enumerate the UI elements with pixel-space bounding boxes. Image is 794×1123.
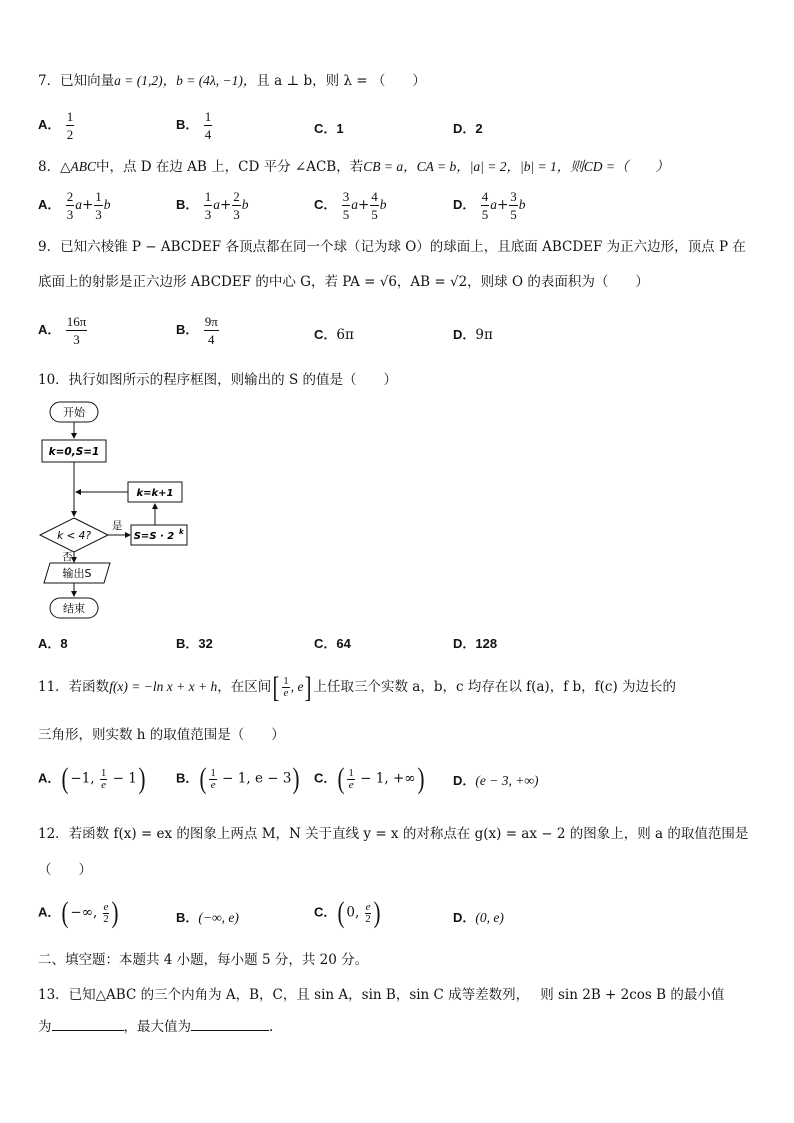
q13-blank-max[interactable] bbox=[191, 1030, 269, 1031]
q9-option-b: B． $\frac{9\pi}{4}$ bbox=[176, 314, 218, 347]
q11-option-b: B．( $\frac{1}{e}$ − 1, e − 3) bbox=[176, 762, 300, 795]
q11-stem-line1: 11．若函数f(x) = −ln x + x + h，在区间[ $\frac{1}{e}$ , e] 上任取三个实数 a，b，c 均存在以 f(a)，f b，f(c) 为边长的 bbox=[38, 670, 676, 704]
flow-body-superscript: k bbox=[179, 528, 184, 536]
q10-option-c: C．64 bbox=[314, 636, 351, 651]
q7-vector-a: a = (1,2)， bbox=[114, 73, 177, 88]
q10-option-a: A．8 bbox=[38, 636, 68, 651]
flow-body-label: S=S · 2 bbox=[133, 531, 175, 542]
q8-option-a: A． $\frac{2}{3}$ a+ $\frac{1}{3}$ b bbox=[38, 189, 111, 222]
flow-init-label: k=0,S=1 bbox=[48, 446, 100, 458]
flow-decision-label: k < 4? bbox=[57, 530, 91, 542]
q7-vector-b: b = (4λ, −1)， bbox=[176, 73, 257, 88]
q7-option-c: C．1 bbox=[314, 121, 344, 136]
q10-stem: 10．执行如图所示的程序框图，则输出的 S 的值是（ ） bbox=[38, 372, 398, 388]
q12-stem-line2: （ ） bbox=[38, 862, 92, 878]
q8-option-c: C． $\frac{3}{5}$ a+ $\frac{4}{5}$ b bbox=[314, 189, 387, 222]
q13-blank-min[interactable] bbox=[52, 1030, 124, 1031]
q8-stem: 8．△ABC中，点 D 在边 AB 上，CD 平分 ∠ACB，若CB = a，CA = b，|a| = 2，|b| = 1，则CD =（ ） bbox=[38, 159, 670, 175]
q12-option-d: D．(0, e) bbox=[453, 910, 504, 925]
flow-start-label: 开始 bbox=[63, 406, 85, 419]
flow-update-label: k=k+1 bbox=[136, 488, 174, 499]
q12-option-a: A．( −∞, $\frac{e}{2}$ ) bbox=[38, 896, 119, 929]
q9-option-d: D．9π bbox=[453, 327, 493, 343]
q12-option-b: B．(−∞, e) bbox=[176, 910, 239, 925]
q8-option-d: D． $\frac{4}{5}$ a+ $\frac{3}{5}$ b bbox=[453, 189, 526, 222]
q13-stem-line1: 13．已知△ABC 的三个内角为 A，B，C，且 sin A，sin B，sin C 成等差数列， 则 sin 2B + 2cos B 的最小值 bbox=[38, 987, 725, 1003]
flow-end-label: 结束 bbox=[63, 602, 85, 615]
q11-option-a: A．( −1, $\frac{1}{e}$ − 1) bbox=[38, 762, 146, 795]
q8-option-b: B． $\frac{1}{3}$ a+ $\frac{2}{3}$ b bbox=[176, 189, 249, 222]
flow-no-label: 否 bbox=[62, 551, 73, 563]
flow-output-label: 输出S bbox=[62, 567, 92, 580]
q7-option-d: D．2 bbox=[453, 121, 483, 136]
q10-flowchart bbox=[36, 396, 196, 622]
q11-option-d: D．(e − 3, +∞) bbox=[453, 773, 539, 788]
q7-option-a: A． $\frac{1}{2}$ bbox=[38, 109, 74, 142]
q9-option-c: C．6π bbox=[314, 327, 354, 343]
section-heading: 二、填空题：本题共 4 小题，每小题 5 分，共 20 分。 bbox=[38, 952, 369, 968]
q11-option-c: C．( $\frac{1}{e}$ − 1, +∞) bbox=[314, 762, 425, 795]
q11-stem-line2: 三角形，则实数 h 的取值范围是（ ） bbox=[38, 727, 285, 743]
q10-option-b: B．32 bbox=[176, 636, 213, 651]
q12-option-c: C．( 0, $\frac{e}{2}$ ) bbox=[314, 896, 381, 929]
q13-stem-line2: 为 ，最大值为 . bbox=[38, 1019, 274, 1035]
q9-option-a: A． $\frac{16\pi}{3}$ bbox=[38, 314, 87, 347]
q10-option-d: D．128 bbox=[453, 636, 498, 651]
flow-yes-label: 是 bbox=[112, 520, 123, 532]
q7-option-b: B． $\frac{1}{4}$ bbox=[176, 109, 212, 142]
q9-stem-line1: 9．已知六棱锥 P − ABCDEF 各顶点都在同一个球（记为球 O）的球面上，且底面 ABCDEF 为正六边形，顶点 P 在 bbox=[38, 239, 746, 255]
q7-stem: 7．已知向量a = (1,2)，b = (4λ, −1)，且 a ⊥ b，则 λ = （ ） bbox=[38, 73, 426, 89]
q9-stem-line2: 底面上的射影是正六边形 ABCDEF 的中心 G，若 PA = √6，AB = √2，则球 O 的表面积为（ ） bbox=[38, 274, 649, 290]
q12-stem-line1: 12．若函数 f(x) = ex 的图象上两点 M，N 关于直线 y = x 的对称点在 g(x) = ax − 2 的图象上，则 a 的取值范围是 bbox=[38, 826, 749, 842]
